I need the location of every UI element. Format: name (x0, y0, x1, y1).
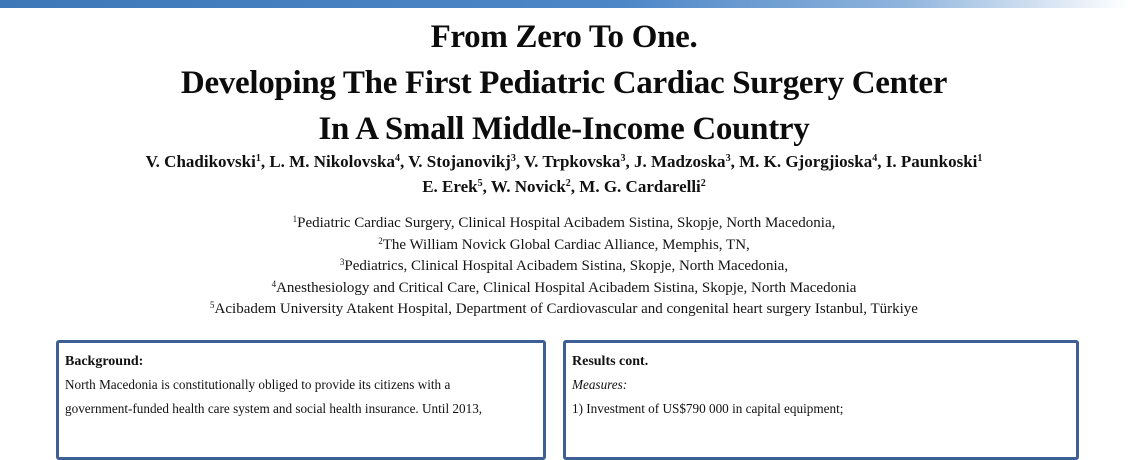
author-affiliation-number: 2 (565, 178, 571, 189)
affiliation-line (0, 213, 1128, 235)
author-name: J. Madzoska (633, 152, 726, 171)
author-affiliation-number: 3 (620, 153, 626, 164)
author-name: V. Chadikovski (145, 152, 256, 171)
background-text-line: North Macedonia is constitutionally obliged to provide its citizens with a (65, 377, 451, 392)
title-line-2: Developing The First Pediatric Cardiac Surgery Center (180, 65, 948, 101)
affiliation-number: 1 (292, 214, 298, 224)
author-name: M. K. Gjorgjioska (739, 152, 873, 171)
affiliation-text: Pediatric Cardiac Surgery, Clinical Hospital Acibadem Sistina, Skopje, North Macedonia, (297, 215, 836, 231)
author-affiliation-number: 4 (872, 153, 878, 164)
title-line-1: From Zero To One. (430, 19, 698, 55)
author-name: L. M. Nikolovska (269, 152, 395, 171)
affiliation-line (0, 278, 1128, 300)
background-heading: Background: (65, 354, 144, 369)
affiliation-list (0, 213, 1128, 321)
authors-line-1: V. Chadikovski$^1$, L. M. Nikolovska$^4$, V. Stojanovikj$^3$, V. Trpkovska$^3$, J. Madzoska$^3$, M. K. Gjorgjioska$^4$, I. Paunkoski$^1$ (145, 152, 983, 171)
affiliation-number: 5 (210, 300, 215, 311)
author-affiliation-number: 1 (977, 153, 983, 164)
top-color-band (0, 0, 1128, 8)
affiliation-text: Acibadem University Atakent Hospital, Department of Cardiovascular and congenital heart surgery Istanbul, Türkiye (214, 301, 918, 318)
background-panel (56, 340, 546, 460)
affiliation-text: Anesthesiology and Critical Care, Clinical Hospital Acibadem Sistina, Skopje, North Macedonia (276, 279, 857, 296)
author-name: I. Paunkoski (885, 152, 978, 171)
results-text-line: 1) Investment of US$790 000 in capital equipment; (572, 401, 844, 416)
author-name: M. G. Cardarelli (579, 177, 701, 196)
author-name: W. Novick (490, 177, 566, 196)
results-heading: Results cont. (572, 354, 649, 369)
author-affiliation-number: 1 (255, 153, 261, 164)
affiliation-line (0, 299, 1128, 321)
affiliation-number: 4 (271, 278, 277, 289)
author-affiliation-number: 3 (510, 153, 516, 164)
author-name: V. Trpkovska (524, 152, 621, 171)
title-line-3: In A Small Middle-Income Country (318, 111, 810, 147)
author-name: E. Erek (422, 177, 478, 196)
author-list (0, 149, 1128, 199)
results-panel (563, 340, 1079, 460)
affiliation-line (0, 235, 1128, 257)
affiliation-line (0, 256, 1128, 278)
background-text-line: government-funded health care system and social health insurance. Until 2013, (65, 401, 483, 416)
affiliation-number: 2 (378, 235, 383, 246)
author-affiliation-number: 2 (700, 178, 706, 189)
author-affiliation-number: 4 (394, 153, 400, 164)
author-name: V. Stojanovikj (408, 152, 511, 171)
affiliation-text: Pediatrics, Clinical Hospital Acibadem Sistina, Skopje, North Macedonia, (344, 258, 789, 275)
author-affiliation-number: 3 (725, 153, 731, 164)
poster-title (0, 14, 1128, 152)
affiliation-text: The William Novick Global Cardiac Alliance, Memphis, TN, (382, 236, 750, 253)
authors-line-2: E. Erek$^5$, W. Novick$^2$, M. G. Cardarelli$^2$ (422, 177, 706, 196)
results-subheading: Measures: (572, 377, 628, 392)
author-affiliation-number: 5 (477, 178, 483, 189)
affiliation-number: 3 (339, 257, 345, 268)
